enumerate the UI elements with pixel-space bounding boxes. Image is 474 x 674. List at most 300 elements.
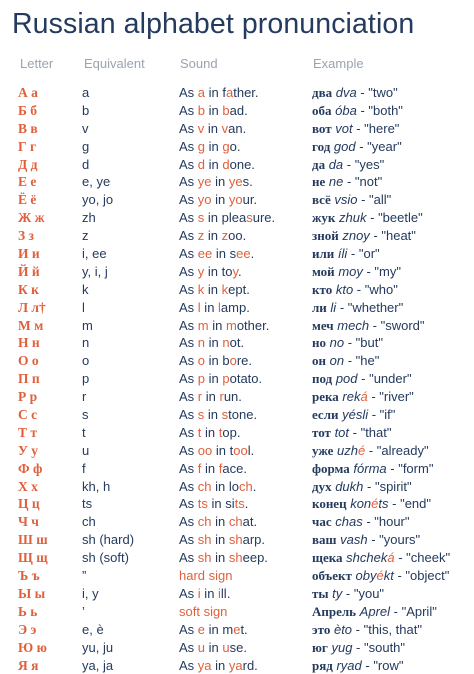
letter-cell: Д д — [18, 156, 38, 174]
letter-cell: Н н — [18, 334, 40, 352]
sound-highlight: ch — [198, 514, 212, 529]
equivalent-cell: b — [82, 102, 89, 120]
transliteration-text: mech — [337, 318, 369, 333]
example-russian-word: форма — [312, 461, 350, 476]
sound-text: As — [179, 300, 198, 315]
table-row — [0, 209, 474, 227]
table-row — [0, 370, 474, 388]
transliteration-text: kon — [350, 496, 371, 511]
example-meaning: - "under" — [358, 371, 412, 386]
example-cell — [312, 263, 401, 281]
sound-highlight: d — [222, 157, 229, 172]
sound-text: As — [179, 407, 198, 422]
example-transliteration — [335, 121, 352, 136]
sound-text: ept. — [228, 282, 250, 297]
example-meaning: - "cheek" — [395, 550, 450, 565]
sound-text: in s — [212, 246, 236, 261]
sound-highlight: yo — [229, 192, 243, 207]
sound-text: in f — [205, 85, 226, 100]
example-transliteration — [335, 103, 357, 118]
sound-highlight: k — [198, 282, 205, 297]
sound-cell — [179, 388, 242, 406]
example-meaning: - "already" — [365, 443, 428, 458]
letter-cell: Ы ы — [18, 585, 45, 603]
transliteration-text: yésli — [342, 407, 368, 422]
sound-highlight: ye — [198, 174, 212, 189]
sound-highlight: s — [198, 407, 205, 422]
example-cell — [312, 406, 395, 424]
sound-text: As — [179, 85, 198, 100]
sound-highlight: ya — [229, 658, 243, 673]
table-row — [0, 478, 474, 496]
letter-cell: А а — [18, 84, 38, 102]
example-transliteration — [353, 461, 386, 476]
example-russian-word: конец — [312, 496, 347, 511]
sound-text: in — [205, 640, 222, 655]
example-transliteration — [360, 604, 390, 619]
transliteration-text: èto — [334, 622, 352, 637]
example-transliteration — [336, 658, 361, 673]
example-transliteration — [336, 371, 358, 386]
example-transliteration — [335, 479, 363, 494]
sound-text: As — [179, 210, 198, 225]
example-transliteration — [342, 389, 367, 404]
sound-text: in — [205, 139, 222, 154]
sound-text: in — [212, 532, 229, 547]
example-cell — [312, 370, 412, 388]
transliteration-text: íli — [338, 246, 347, 261]
example-cell — [312, 102, 403, 120]
stress-accent: é — [358, 443, 365, 458]
sound-text: As — [179, 640, 198, 655]
example-transliteration — [336, 85, 357, 100]
example-cell — [312, 299, 403, 317]
sound-text: in — [205, 103, 222, 118]
example-transliteration — [335, 514, 362, 529]
sound-text: As — [179, 496, 198, 511]
sound-highlight: m — [226, 318, 237, 333]
example-russian-word: щека — [312, 550, 343, 565]
sound-text: in — [204, 121, 221, 136]
sound-text: in — [212, 192, 229, 207]
sound-text: in si — [208, 496, 235, 511]
example-transliteration — [334, 139, 356, 154]
sound-text: . — [238, 264, 242, 279]
example-meaning: - "end" — [389, 496, 431, 511]
example-meaning: - "both" — [357, 103, 403, 118]
example-meaning: - "year" — [356, 139, 402, 154]
example-transliteration — [329, 157, 343, 172]
example-russian-word: ваш — [312, 532, 337, 547]
sound-highlight: y — [232, 264, 238, 279]
equivalent-cell: ” — [82, 567, 86, 585]
sound-highlight: f — [219, 461, 223, 476]
table-row — [0, 406, 474, 424]
example-russian-word: да — [312, 157, 325, 172]
sound-highlight: f — [198, 461, 202, 476]
sound-text: other. — [237, 318, 270, 333]
sound-cell — [179, 191, 257, 209]
equivalent-cell: y, i, j — [82, 263, 108, 281]
example-transliteration — [329, 174, 343, 189]
equivalent-cell: l — [82, 299, 85, 317]
example-russian-word: под — [312, 371, 332, 386]
table-row — [0, 585, 474, 603]
transliteration-text: god — [334, 139, 356, 154]
example-cell — [312, 585, 384, 603]
stress-accent: é — [371, 496, 378, 511]
stress-accent: á — [387, 550, 394, 565]
letter-cell: З з — [18, 227, 34, 245]
letter-cell: М м — [18, 317, 43, 335]
letter-cell: Т т — [18, 424, 37, 442]
transliteration-text: on — [330, 353, 344, 368]
example-transliteration — [335, 425, 349, 440]
example-russian-word: но — [312, 335, 326, 350]
sound-highlight: ee — [198, 246, 212, 261]
sound-text: As — [179, 139, 198, 154]
example-cell — [312, 424, 392, 442]
transliteration-text: da — [329, 157, 343, 172]
sound-cell — [179, 245, 254, 263]
example-russian-word: уже — [312, 443, 333, 458]
example-meaning: - "who" — [353, 282, 398, 297]
sound-cell — [179, 227, 246, 245]
sound-highlight: i — [218, 586, 221, 601]
table-row — [0, 281, 474, 299]
example-transliteration — [350, 496, 388, 511]
example-cell — [312, 531, 420, 549]
sound-highlight: ee — [236, 246, 250, 261]
example-meaning: - "river" — [368, 389, 414, 404]
equivalent-cell: k — [82, 281, 89, 299]
sound-text: arp. — [243, 532, 265, 547]
letter-cell: У у — [18, 442, 38, 460]
example-meaning: - "all" — [357, 192, 391, 207]
column-header-equivalent: Equivalent — [84, 56, 145, 71]
example-meaning: - "yes" — [343, 157, 384, 172]
sound-highlight: s — [246, 210, 253, 225]
sound-cell — [179, 120, 246, 138]
transliteration-text: fórma — [353, 461, 386, 476]
example-cell — [312, 191, 391, 209]
sound-text: As — [179, 318, 198, 333]
letter-cell: Х х — [18, 478, 38, 496]
example-meaning: - "hour" — [363, 514, 410, 529]
table-row — [0, 388, 474, 406]
letter-cell: К к — [18, 281, 39, 299]
stress-accent: á — [360, 389, 367, 404]
letter-cell: Э э — [18, 621, 36, 639]
sound-text: oo. — [228, 228, 246, 243]
sound-cell — [179, 460, 247, 478]
example-transliteration — [334, 622, 352, 637]
transliteration-text: tot — [335, 425, 349, 440]
sound-cell — [179, 102, 248, 120]
equivalent-cell: yo, jo — [82, 191, 113, 209]
sound-text: in b — [205, 353, 230, 368]
sound-highlight: l — [218, 300, 221, 315]
sound-text: . — [251, 246, 255, 261]
sound-text: As — [179, 121, 198, 136]
letter-cell: Ч ч — [18, 513, 39, 531]
sound-highlight: o — [198, 353, 205, 368]
sound-cell — [179, 639, 247, 657]
sound-text: As — [179, 425, 198, 440]
example-meaning: - "spirit" — [363, 479, 411, 494]
sound-text: As — [179, 157, 198, 172]
example-meaning: - "row" — [362, 658, 404, 673]
sound-text: As — [179, 174, 198, 189]
equivalent-cell: e, è — [82, 621, 104, 639]
example-meaning: - "or" — [347, 246, 379, 261]
equivalent-cell: sh (soft) — [82, 549, 129, 567]
letter-cell: Я я — [18, 657, 38, 674]
sound-highlight: oo — [198, 443, 212, 458]
sound-highlight: v — [222, 121, 229, 136]
example-meaning: - "object" — [394, 568, 449, 583]
example-meaning: - "sword" — [369, 318, 424, 333]
example-meaning: - "my" — [363, 264, 401, 279]
sound-text: amp. — [221, 300, 250, 315]
sound-text: in — [201, 425, 218, 440]
table-row — [0, 173, 474, 191]
sound-highlight: g — [198, 139, 205, 154]
sound-text: ur. — [243, 192, 257, 207]
equivalent-cell: r — [82, 388, 86, 406]
transliteration-text: yug — [331, 640, 352, 655]
sound-highlight: b — [198, 103, 205, 118]
sound-text: at. — [243, 514, 257, 529]
sound-cell — [179, 531, 265, 549]
sound-highlight: ch — [239, 479, 253, 494]
example-meaning: - "but" — [344, 335, 383, 350]
example-russian-word: тот — [312, 425, 331, 440]
example-russian-word: кто — [312, 282, 332, 297]
example-cell — [312, 657, 404, 674]
column-header-sound: Sound — [180, 56, 218, 71]
sound-text: As — [179, 461, 198, 476]
table-row — [0, 567, 474, 585]
sound-highlight: k — [222, 282, 229, 297]
transliteration-text: shchek — [346, 550, 387, 565]
sound-highlight: b — [222, 103, 229, 118]
table-row — [0, 334, 474, 352]
letter-cell: Ъ ъ — [18, 567, 40, 585]
sound-text: As — [179, 246, 198, 261]
example-russian-word: ли — [312, 300, 327, 315]
sound-highlight: o — [230, 353, 237, 368]
sound-highlight: ts — [235, 496, 245, 511]
sound-text: As — [179, 550, 198, 565]
table-row — [0, 352, 474, 370]
equivalent-cell: t — [82, 424, 86, 442]
example-russian-word: это — [312, 622, 330, 637]
example-meaning: - "yours" — [368, 532, 421, 547]
letter-cell: Ц ц — [18, 495, 40, 513]
sound-highlight: sh — [198, 532, 212, 547]
example-transliteration — [330, 353, 344, 368]
transliteration-text: chas — [335, 514, 362, 529]
sound-cell — [179, 585, 230, 603]
sound-highlight: sh — [198, 550, 212, 565]
example-meaning: - "whether" — [336, 300, 403, 315]
table-row — [0, 621, 474, 639]
example-russian-word: юг — [312, 640, 328, 655]
example-russian-word: или — [312, 246, 334, 261]
transliteration-text: ty — [332, 586, 342, 601]
example-russian-word: жук — [312, 210, 335, 225]
sound-highlight: e — [198, 622, 205, 637]
example-transliteration — [356, 568, 394, 583]
equivalent-cell: z — [82, 227, 89, 245]
letter-cell: Ф ф — [18, 460, 42, 478]
table-row — [0, 263, 474, 281]
sound-cell — [179, 621, 248, 639]
equivalent-cell: n — [82, 334, 89, 352]
sound-text: in m — [205, 622, 233, 637]
example-cell — [312, 317, 425, 335]
letter-cell: Щ щ — [18, 549, 48, 567]
example-russian-word: он — [312, 353, 326, 368]
example-cell — [312, 567, 449, 585]
equivalent-cell: ts — [82, 495, 92, 513]
sound-text: As — [179, 514, 198, 529]
sound-cell — [179, 478, 256, 496]
sound-text: in — [205, 335, 222, 350]
transliteration-text: no — [330, 335, 344, 350]
sound-text: se. — [230, 640, 247, 655]
sound-cell — [179, 513, 257, 531]
sound-cell — [179, 84, 259, 102]
table-row — [0, 227, 474, 245]
table-row — [0, 460, 474, 478]
letter-cell: Й й — [18, 263, 40, 281]
example-cell — [312, 334, 383, 352]
example-russian-word: дух — [312, 479, 332, 494]
letter-cell: Ж ж — [18, 209, 45, 227]
sound-text: As — [179, 353, 198, 368]
example-cell — [312, 352, 379, 370]
example-russian-word: час — [312, 514, 332, 529]
sound-text: o. — [230, 139, 241, 154]
transliteration-text: ts — [378, 496, 388, 511]
example-cell — [312, 120, 399, 138]
table-row — [0, 156, 474, 174]
example-cell — [312, 84, 398, 102]
equivalent-cell: e, ye — [82, 173, 110, 191]
sound-text: in to — [204, 264, 232, 279]
sound-highlight: z — [222, 228, 229, 243]
sound-text: As — [179, 443, 198, 458]
sound-text: ure. — [253, 210, 275, 225]
sound-text: As — [179, 103, 198, 118]
sound-text: s. — [243, 174, 253, 189]
sound-cell — [179, 352, 252, 370]
table-row — [0, 102, 474, 120]
example-transliteration — [340, 532, 367, 547]
example-meaning: - "not" — [343, 174, 382, 189]
transliteration-text: rek — [342, 389, 360, 404]
sound-highlight: t — [198, 425, 202, 440]
sound-highlight: r — [198, 389, 202, 404]
transliteration-text: kto — [336, 282, 353, 297]
example-cell — [312, 513, 410, 531]
example-meaning: - "two" — [357, 85, 398, 100]
example-russian-word: ты — [312, 586, 329, 601]
table-header — [0, 56, 474, 72]
sound-highlight: i — [198, 586, 201, 601]
sound-text: in — [204, 228, 221, 243]
sound-text: un. — [224, 389, 242, 404]
transliteration-text: vash — [340, 532, 367, 547]
sound-text: As — [179, 282, 198, 297]
transliteration-text: vot — [335, 121, 352, 136]
example-russian-word: если — [312, 407, 338, 422]
sound-text: As — [179, 228, 198, 243]
example-russian-word: объект — [312, 568, 352, 583]
sound-text: ot. — [230, 335, 244, 350]
sound-text: in — [209, 318, 226, 333]
example-transliteration — [338, 246, 347, 261]
sound-highlight: p — [222, 371, 229, 386]
example-meaning: - "heat" — [370, 228, 416, 243]
equivalent-cell: o — [82, 352, 89, 370]
example-cell — [312, 156, 384, 174]
example-cell — [312, 460, 433, 478]
transliteration-text: dukh — [335, 479, 363, 494]
sound-highlight: t — [219, 425, 223, 440]
letter-cell: Ш ш — [18, 531, 48, 549]
example-russian-word: меч — [312, 318, 334, 333]
table-row — [0, 603, 474, 621]
letter-cell: Ю ю — [18, 639, 47, 657]
sound-highlight: m — [198, 318, 209, 333]
sound-text: in — [201, 461, 218, 476]
table-row — [0, 299, 474, 317]
sound-text: re. — [237, 353, 252, 368]
sound-text: in plea — [204, 210, 246, 225]
table-row — [0, 513, 474, 531]
letter-cell: О о — [18, 352, 39, 370]
sound-cell — [179, 209, 275, 227]
sound-text: ll. — [221, 586, 230, 601]
example-cell — [312, 621, 422, 639]
example-russian-word: всё — [312, 192, 331, 207]
sound-cell — [179, 281, 250, 299]
sound-highlight: oo — [233, 443, 247, 458]
sound-text: ad. — [230, 103, 248, 118]
sound-text: As — [179, 479, 198, 494]
sound-highlight: sh — [229, 532, 243, 547]
sound-highlight: g — [222, 139, 229, 154]
transliteration-text: moy — [338, 264, 363, 279]
example-cell — [312, 639, 405, 657]
equivalent-cell: ’ — [82, 603, 85, 621]
transliteration-text: znoy — [342, 228, 369, 243]
sound-text: rd. — [243, 658, 258, 673]
table-row — [0, 191, 474, 209]
transliteration-text: ryad — [336, 658, 361, 673]
sound-text: in — [201, 300, 218, 315]
sound-cell — [179, 370, 262, 388]
sound-text: tone. — [228, 407, 257, 422]
sound-highlight: u — [222, 640, 229, 655]
example-transliteration — [330, 335, 344, 350]
example-russian-word: два — [312, 85, 332, 100]
sound-highlight: ch — [198, 479, 212, 494]
example-cell — [312, 209, 423, 227]
